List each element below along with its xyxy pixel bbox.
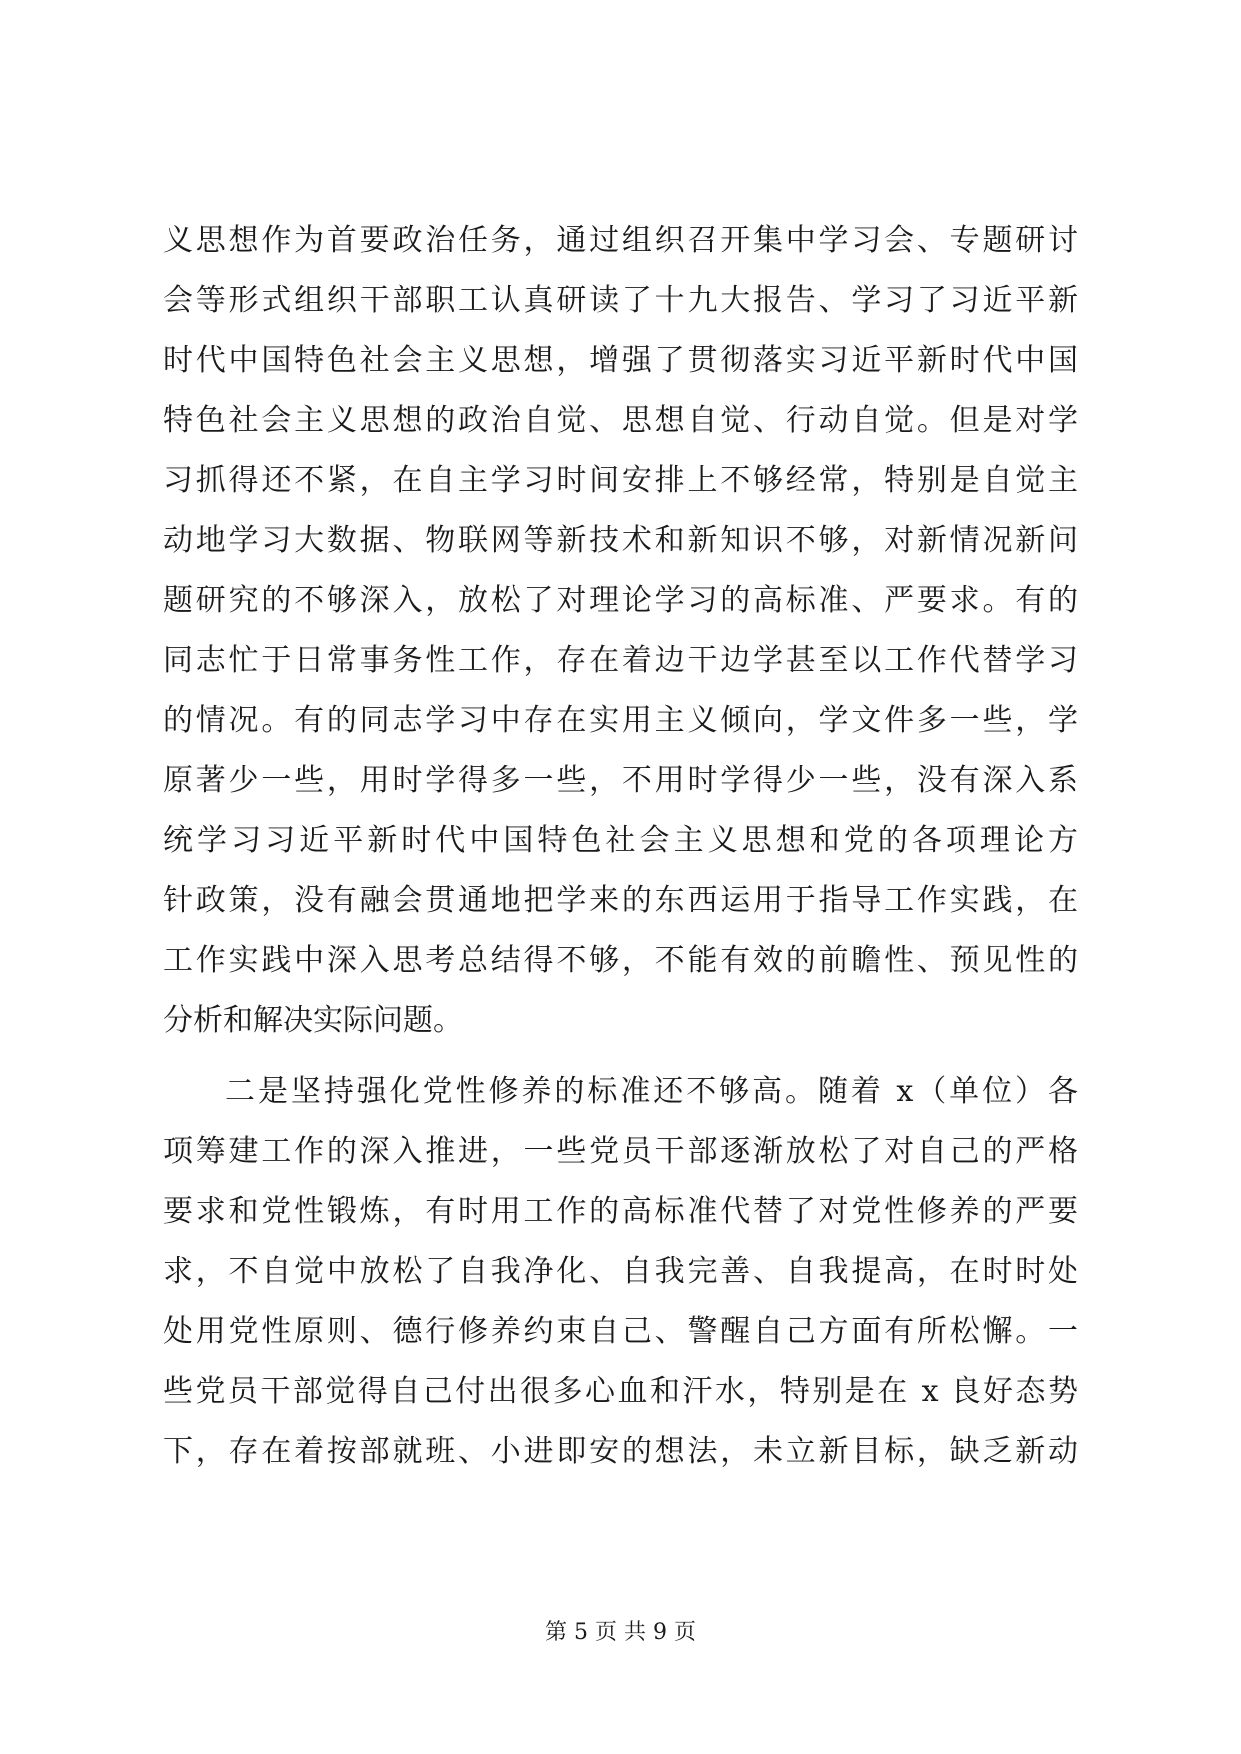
body-line: 处用党性原则、德行修养约束自己、警醒自己方面有所松懈。一 bbox=[163, 1314, 1078, 1349]
body-line: 些党员干部觉得自己付出很多心血和汗水，特别是在 x 良好态势 bbox=[163, 1374, 1078, 1409]
body-line: 项筹建工作的深入推进，一些党员干部逐渐放松了对自己的严格 bbox=[163, 1134, 1078, 1169]
paragraph-first-line: 二是坚持强化党性修养的标准还不够高。随着 x（单位）各 bbox=[225, 1074, 1078, 1109]
body-line: 下，存在着按部就班、小进即安的想法，未立新目标，缺乏新动 bbox=[163, 1434, 1078, 1469]
body-line: 习抓得还不紧，在自主学习时间安排上不够经常，特别是自觉主 bbox=[163, 463, 1078, 498]
body-line: 统学习习近平新时代中国特色社会主义思想和党的各项理论方 bbox=[163, 823, 1078, 858]
body-line: 义思想作为首要政治任务，通过组织召开集中学习会、专题研讨 bbox=[163, 223, 1078, 258]
body-line: 动地学习大数据、物联网等新技术和新知识不够，对新情况新问 bbox=[163, 523, 1078, 558]
body-line: 时代中国特色社会主义思想，增强了贯彻落实习近平新时代中国 bbox=[163, 343, 1078, 378]
body-line: 的情况。有的同志学习中存在实用主义倾向，学文件多一些，学 bbox=[163, 703, 1078, 738]
body-line: 工作实践中深入思考总结得不够，不能有效的前瞻性、预见性的 bbox=[163, 943, 1078, 978]
body-line: 分析和解决实际问题。 bbox=[163, 1003, 463, 1038]
body-line: 原著少一些，用时学得多一些，不用时学得少一些，没有深入系 bbox=[163, 763, 1078, 798]
body-line: 求，不自觉中放松了自我净化、自我完善、自我提高，在时时处 bbox=[163, 1254, 1078, 1289]
body-line: 要求和党性锻炼，有时用工作的高标准代替了对党性修养的严要 bbox=[163, 1194, 1078, 1229]
body-line: 特色社会主义思想的政治自觉、思想自觉、行动自觉。但是对学 bbox=[163, 403, 1078, 438]
page-number-footer: 第 5 页 共 9 页 bbox=[545, 1620, 696, 1645]
body-line: 题研究的不够深入，放松了对理论学习的高标准、严要求。有的 bbox=[163, 583, 1078, 618]
body-line: 会等形式组织干部职工认真研读了十九大报告、学习了习近平新 bbox=[163, 283, 1078, 318]
body-line: 同志忙于日常事务性工作，存在着边干边学甚至以工作代替学习 bbox=[163, 643, 1078, 678]
body-line: 针政策，没有融会贯通地把学来的东西运用于指导工作实践，在 bbox=[163, 883, 1078, 918]
